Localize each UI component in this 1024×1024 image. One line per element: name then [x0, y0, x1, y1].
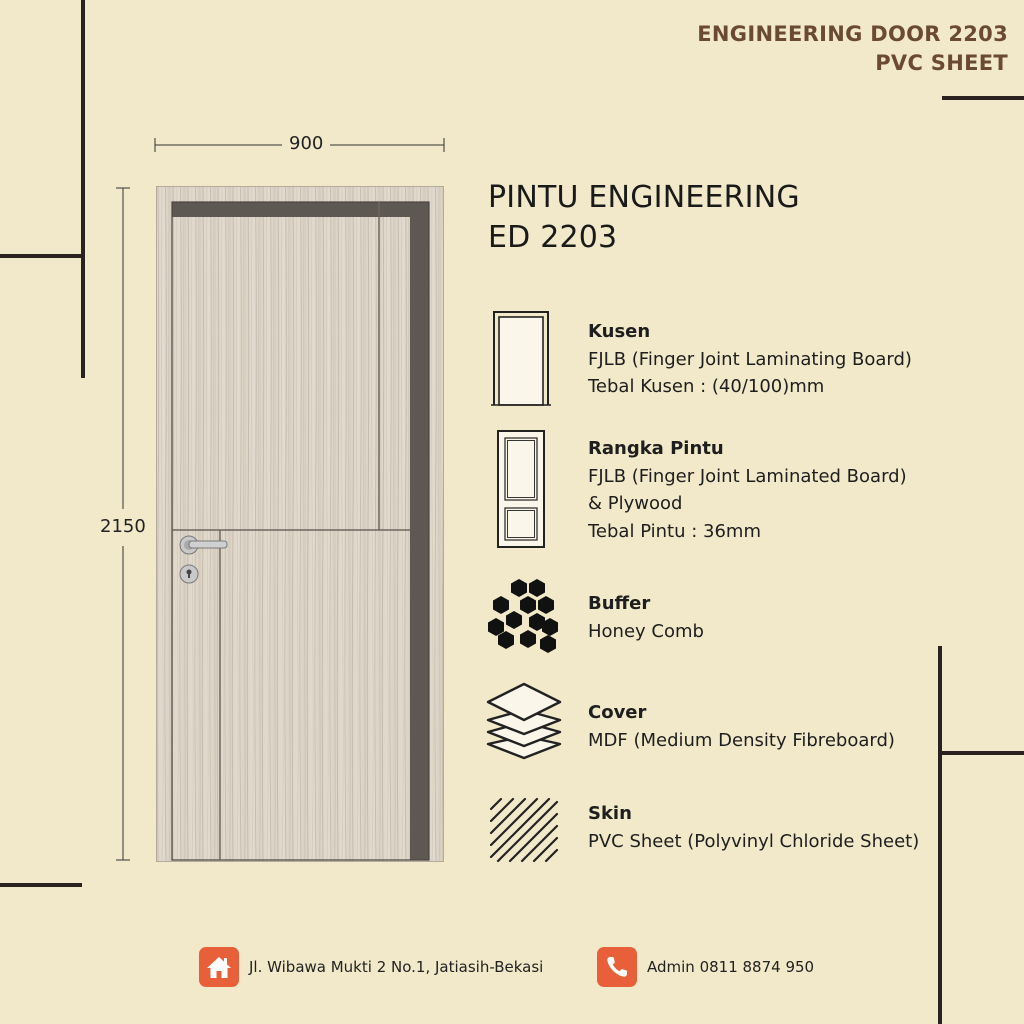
spec-name: Buffer — [588, 593, 651, 614]
home-icon — [199, 947, 239, 987]
header-line-2: PVC SHEET — [875, 51, 1008, 75]
header-line-1: ENGINEERING DOOR 2203 — [697, 22, 1008, 46]
spec-name: Cover — [588, 702, 647, 723]
spec-name: Skin — [588, 803, 632, 824]
spec-line: & Plywood — [588, 493, 683, 514]
deco-line-top-right — [942, 96, 1024, 100]
layers-icon — [484, 682, 564, 762]
footer-contact — [597, 947, 814, 987]
spec-line: FJLB (Finger Joint Laminated Board) — [588, 465, 907, 487]
deco-line-left-horizontal-bottom — [0, 883, 82, 887]
product-title-line-1: PINTU ENGINEERING — [488, 180, 800, 215]
hatch-icon — [489, 797, 559, 863]
spec-rangka-pintu — [588, 435, 907, 545]
footer-address — [199, 947, 543, 987]
deco-line-right-horizontal — [938, 751, 1024, 755]
footer-address-text: Jl. Wibawa Mukti 2 No.1, Jatiasih-Bekasi — [249, 958, 544, 976]
spec-cover — [588, 699, 895, 754]
spec-line: PVC Sheet (Polyvinyl Chloride Sheet) — [588, 830, 920, 852]
spec-buffer — [588, 590, 704, 645]
width-dimension-label: 900 — [289, 133, 324, 154]
spec-name: Rangka Pintu — [588, 438, 724, 459]
spec-kusen — [588, 318, 912, 401]
spec-skin — [588, 800, 919, 855]
deco-line-right-vertical — [938, 646, 942, 1024]
spec-line: Tebal Pintu : 36mm — [588, 520, 762, 542]
height-dimension-label: 2150 — [100, 516, 146, 537]
door-illustration — [156, 186, 444, 862]
phone-icon — [597, 947, 637, 987]
product-title-line-2: ED 2203 — [488, 220, 618, 255]
spec-name: Kusen — [588, 321, 651, 342]
spec-line: Tebal Kusen : (40/100)mm — [588, 376, 825, 397]
footer-contact-text: Admin 0811 8874 950 — [647, 958, 815, 976]
door-panel-icon — [497, 430, 545, 548]
spec-line: Honey Comb — [588, 620, 704, 642]
header-title — [697, 20, 1008, 78]
product-title — [488, 178, 800, 258]
deco-line-left-vertical — [81, 0, 85, 378]
door-frame-icon — [490, 309, 552, 407]
deco-line-left-horizontal-top — [0, 254, 84, 258]
honeycomb-icon — [486, 578, 562, 654]
spec-line: MDF (Medium Density Fibreboard) — [588, 729, 895, 751]
spec-line: FJLB (Finger Joint Laminating Board) — [588, 348, 912, 370]
